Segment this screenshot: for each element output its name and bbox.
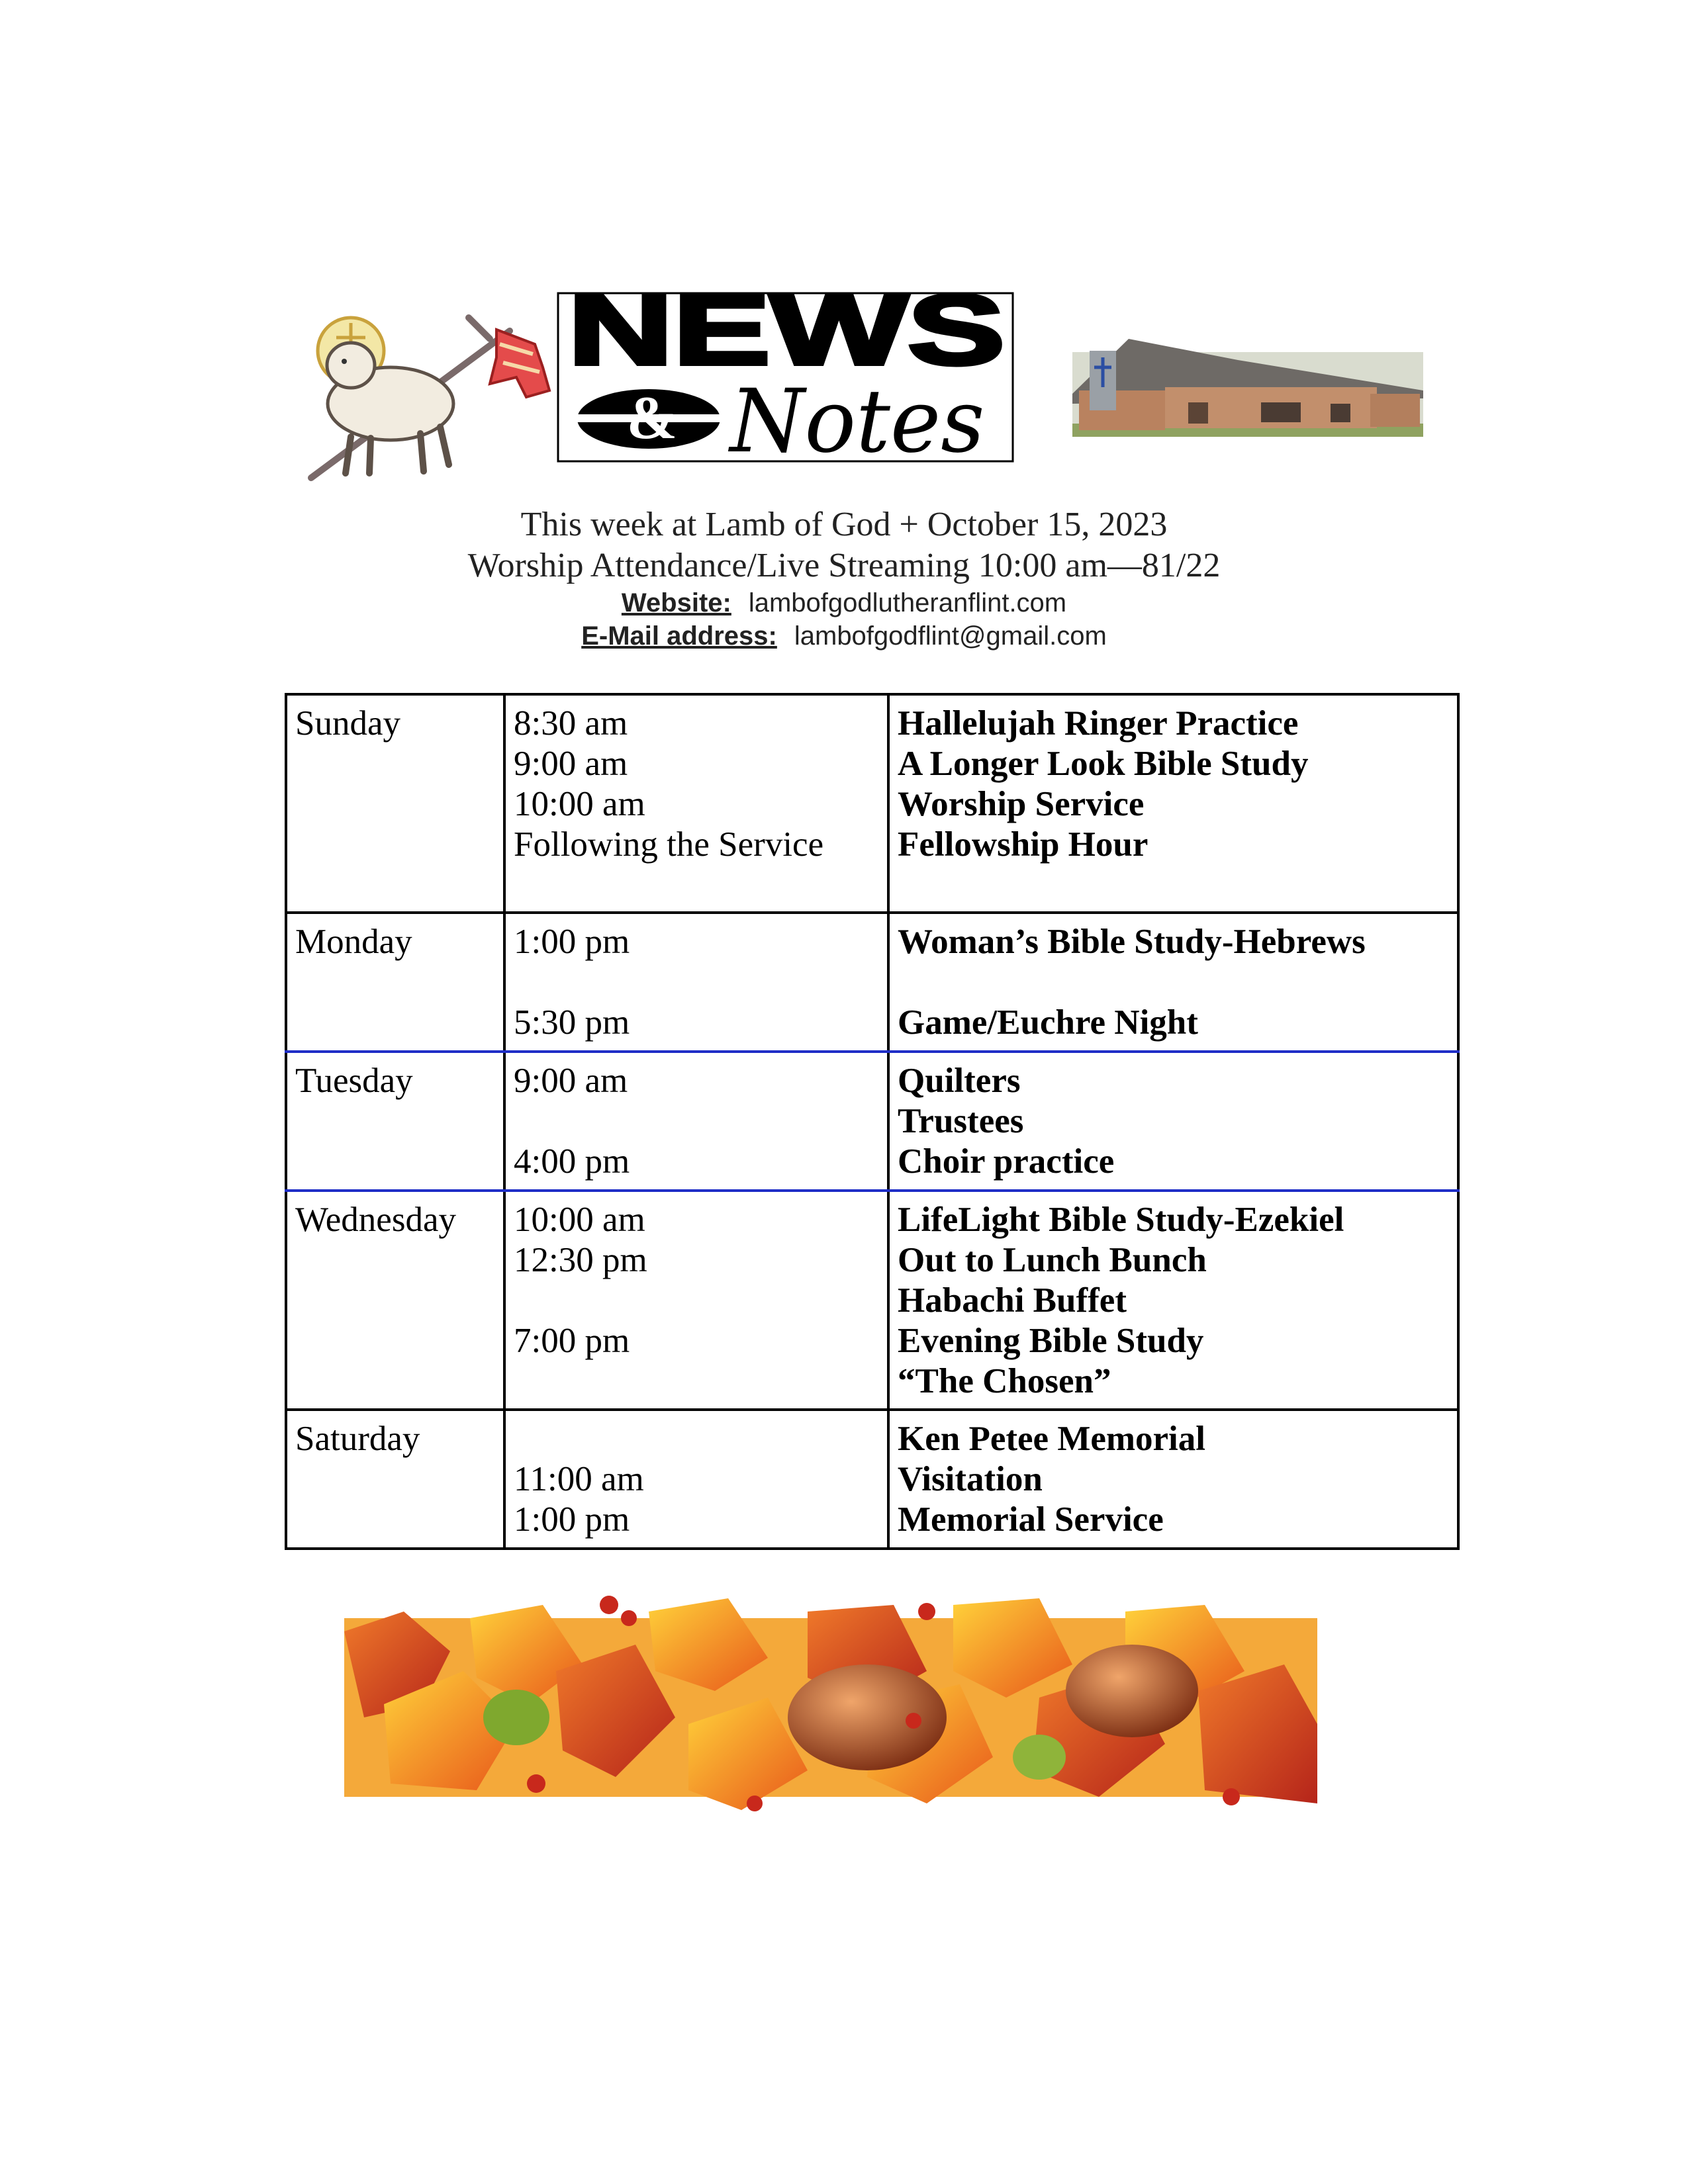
spacer (898, 962, 1449, 1003)
time-entry: 10:00 am (514, 1201, 645, 1239)
event-cell (888, 694, 1458, 913)
time-entry: 5:30 pm (514, 1003, 630, 1042)
time-entry: 10:00 am (514, 785, 645, 823)
event-entry: A Longer Look Bible Study (898, 745, 1309, 783)
email-label: E-Mail address: (581, 621, 777, 651)
event-entry: LifeLight Bible Study-Ezekiel (898, 1201, 1344, 1239)
time-cell (504, 1410, 888, 1549)
info-block (0, 504, 1688, 653)
event-entry: Woman’s Bible Study-Hebrews (898, 923, 1366, 961)
event-entry: Habachi Buffet (898, 1281, 1127, 1320)
time-entry: 9:00 am (514, 1062, 628, 1100)
time-entry: 11:00 am (514, 1460, 644, 1498)
event-entry: Memorial Service (898, 1500, 1164, 1539)
day-cell: Sunday (286, 694, 504, 913)
event-cell (888, 1410, 1458, 1549)
event-cell (888, 1191, 1458, 1410)
news-and-notes-logo (558, 291, 1013, 473)
email-line (0, 619, 1688, 653)
church-building-photo (1072, 339, 1423, 437)
weekly-schedule-table (285, 693, 1460, 1550)
day-cell: Saturday (286, 1410, 504, 1549)
website-line (0, 586, 1688, 619)
week-heading: This week at Lamb of God + October 15, 2023 (520, 506, 1168, 543)
autumn-leaves-border (344, 1592, 1317, 1827)
website-value: lambofgodlutheranflint.com (748, 588, 1067, 617)
event-entry: Choir practice (898, 1142, 1115, 1181)
event-cell (888, 913, 1458, 1052)
table-row-wednesday (286, 1191, 1458, 1410)
event-entry: Fellowship Hour (898, 825, 1149, 864)
event-entry: “The Chosen” (898, 1362, 1111, 1400)
time-cell (504, 1191, 888, 1410)
logo-news-text: NEWS (568, 291, 1005, 385)
day-cell: Wednesday (286, 1191, 504, 1410)
spacer (514, 1419, 879, 1459)
day-cell: Monday (286, 913, 504, 1052)
time-entry: 1:00 pm (514, 1500, 630, 1539)
time-entry: 9:00 am (514, 745, 628, 783)
event-cell (888, 1052, 1458, 1191)
time-entry: 7:00 pm (514, 1322, 630, 1360)
logo-notes-text: Notes (727, 371, 985, 473)
event-entry: Hallelujah Ringer Practice (898, 704, 1299, 743)
event-entry: Trustees (898, 1102, 1024, 1140)
spacer (514, 1281, 879, 1321)
lamb-with-banner-icon (311, 318, 549, 478)
spacer (514, 962, 879, 1003)
email-value: lambofgodflint@gmail.com (794, 621, 1107, 651)
event-entry: Out to Lunch Bunch (898, 1241, 1207, 1279)
event-entry: Worship Service (898, 785, 1145, 823)
time-entry: 12:30 pm (514, 1241, 647, 1279)
table-row-monday (286, 913, 1458, 1052)
event-entry: Ken Petee Memorial (898, 1420, 1205, 1458)
time-entry: 4:00 pm (514, 1142, 630, 1181)
spacer (514, 1101, 879, 1142)
time-entry: Following the Service (514, 825, 824, 864)
website-label: Website: (621, 588, 731, 617)
event-entry: Evening Bible Study (898, 1322, 1204, 1360)
time-cell (504, 1052, 888, 1191)
logo-ampersand: & (626, 384, 678, 451)
table-row-sunday (286, 694, 1458, 913)
day-cell: Tuesday (286, 1052, 504, 1191)
event-entry: Visitation (898, 1460, 1043, 1498)
time-entry: 1:00 pm (514, 923, 630, 961)
masthead (298, 291, 1430, 490)
table-row-saturday (286, 1410, 1458, 1549)
attendance-line: Worship Attendance/Live Streaming 10:00 am—81/22 (467, 547, 1221, 584)
event-entry: Quilters (898, 1062, 1021, 1100)
time-cell (504, 913, 888, 1052)
table-row-tuesday (286, 1052, 1458, 1191)
time-cell (504, 694, 888, 913)
time-entry: 8:30 am (514, 704, 628, 743)
event-entry: Game/Euchre Night (898, 1003, 1198, 1042)
